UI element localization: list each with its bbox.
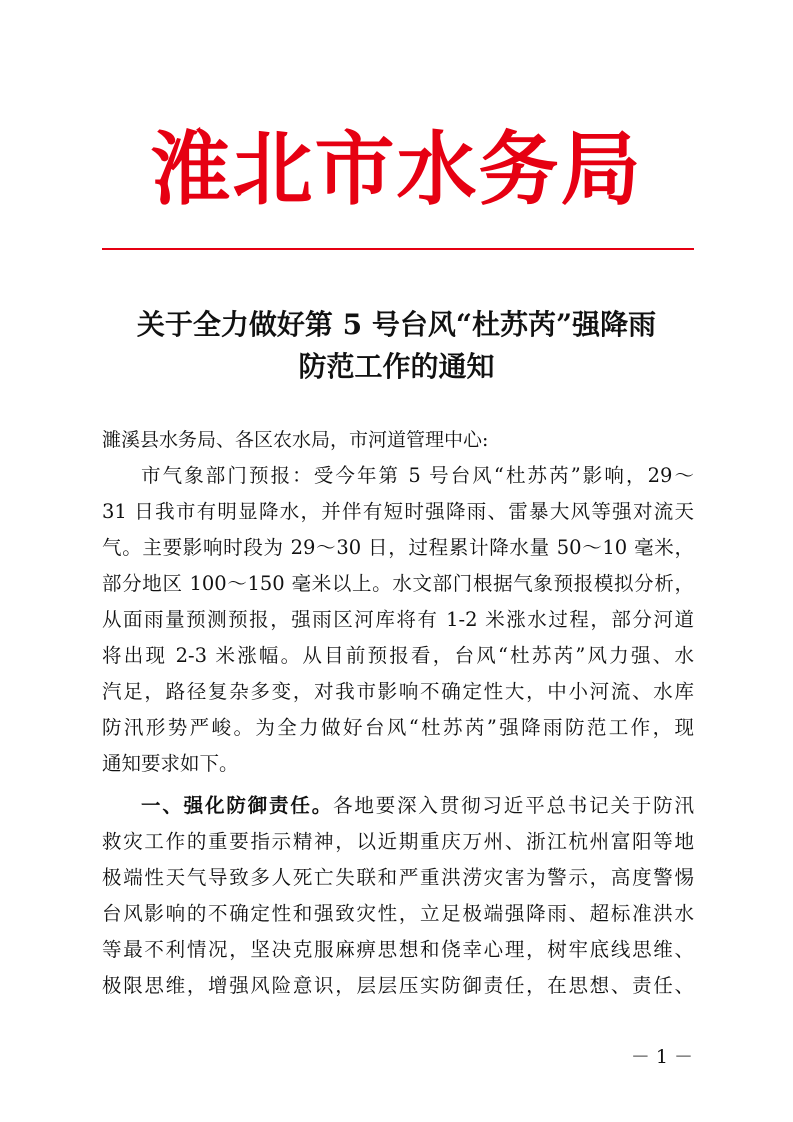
document-title-line-2: 防范工作的通知: [298, 350, 495, 383]
paragraph-line: 极端性天气导致多人死亡失联和严重洪涝灾害为警示，高度警惕: [102, 866, 694, 889]
paragraph-line: 救灾工作的重要指示精神，以近期重庆万州、浙江杭州富阳等地: [102, 830, 694, 853]
paragraph-line: 市气象部门预报：受今年第 5 号台风“杜苏芮”影响，29～: [141, 464, 694, 487]
paragraph-line: 气。主要影响时段为 29～30 日，过程累计降水量 50～10 毫米，: [102, 536, 694, 559]
document-title-line-1: 关于全力做好第 5 号台风“杜苏芮”强降雨: [136, 308, 657, 341]
paragraph-line: 部分地区 100～150 毫米以上。水文部门根据气象预报模拟分析，: [102, 572, 694, 595]
paragraph-line: 通知要求如下。: [102, 752, 239, 775]
paragraph-line: 从面雨量预测预报，强雨区河库将有 1-2 米涨水过程，部分河道: [102, 608, 694, 631]
document-title: [80, 304, 713, 388]
section-1-first-line: [141, 788, 694, 824]
masthead-divider: [102, 248, 694, 250]
section-1-text: 各地要深入贯彻习近平总书记关于防汛: [333, 794, 694, 817]
paragraph-line: 台风影响的不确定性和强致灾性，立足极端强降雨、超标准洪水: [102, 902, 694, 925]
paragraph-line: 防汛形势严峻。为全力做好台风“杜苏芮”强降雨防范工作，现: [102, 716, 694, 739]
addressee: 濉溪县水务局、各区农水局，市河道管理中心:: [102, 429, 489, 451]
page-number: － 1 －: [630, 1046, 693, 1068]
masthead-title: 淮北市水务局: [150, 123, 643, 216]
paragraph-line: 将出现 2-3 米涨幅。从目前预报看，台风“杜苏芮”风力强、水: [102, 644, 694, 667]
paragraph-line: 汽足，路径复杂多变，对我市影响不确定性大，中小河流、水库: [102, 680, 694, 703]
paragraph-line: 极限思维，增强风险意识，层层压实防御责任，在思想、责任、: [102, 974, 694, 997]
paragraph-line: 等最不利情况，坚决克服麻痹思想和侥幸心理，树牢底线思维、: [102, 938, 694, 961]
section-1-heading: 一、强化防御责任。: [141, 794, 334, 817]
paragraph-line: 31 日我市有明显降水，并伴有短时强降雨、雷暴大风等强对流天: [102, 500, 694, 523]
